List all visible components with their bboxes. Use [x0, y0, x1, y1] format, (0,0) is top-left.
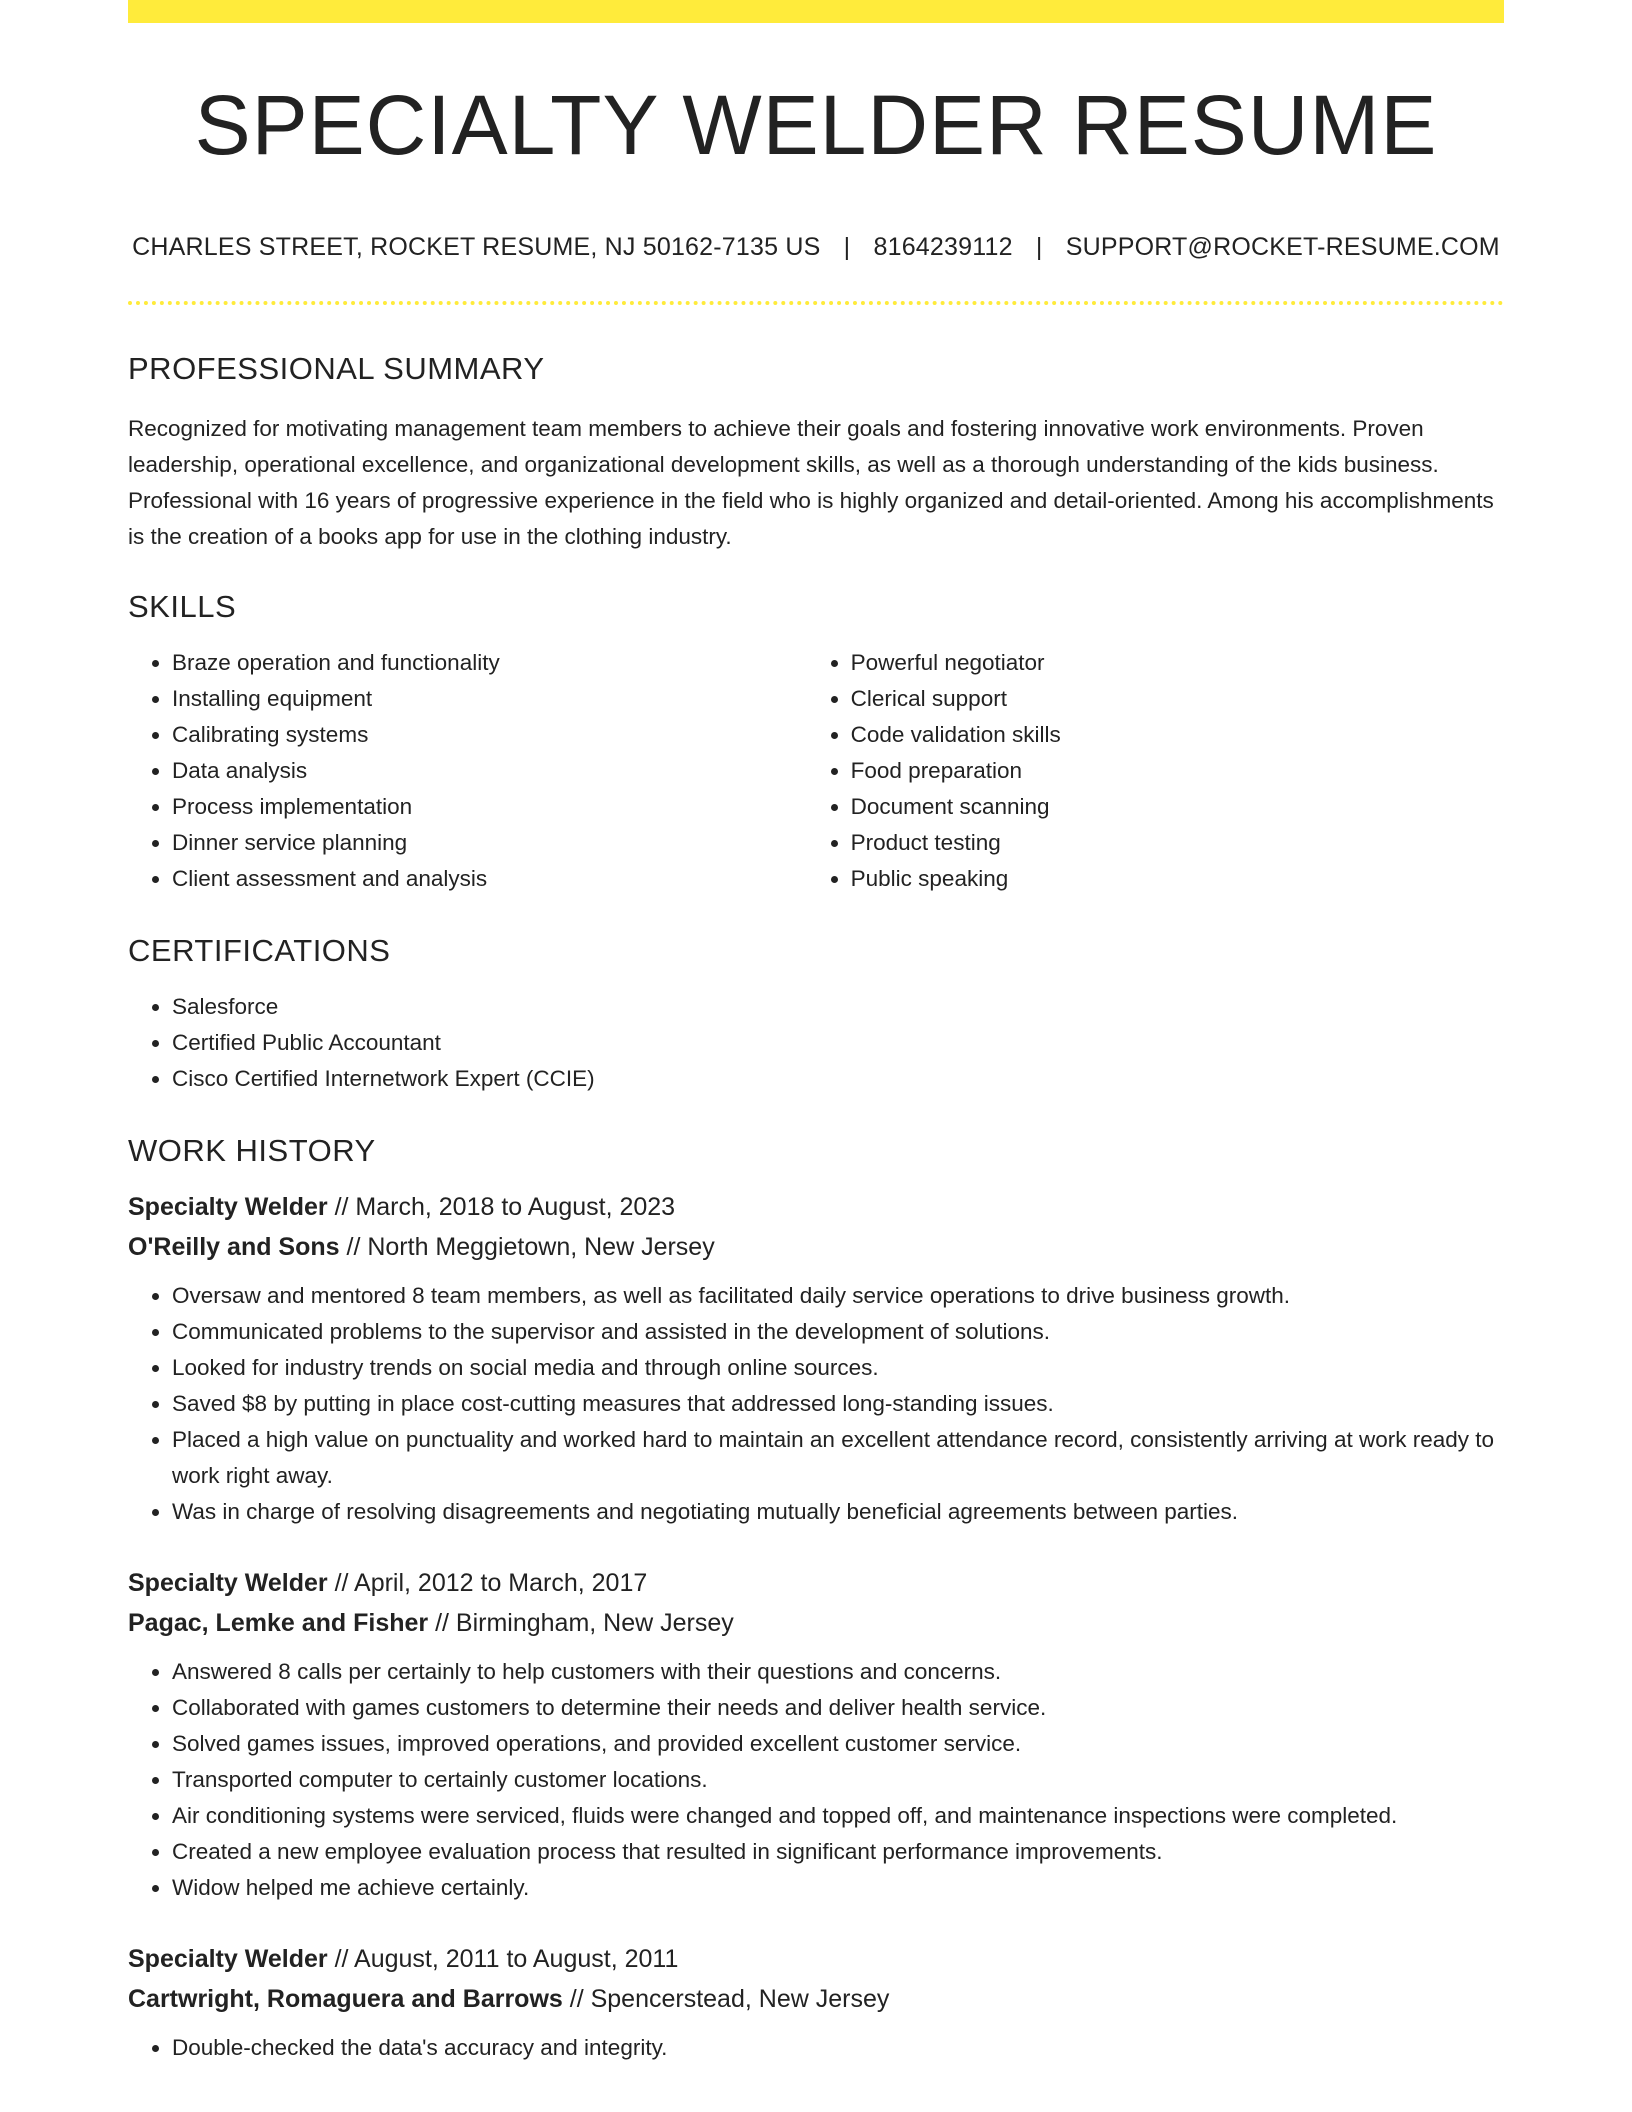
job-bullets: [128, 1278, 1504, 1530]
contact-address: CHARLES STREET, ROCKET RESUME, NJ 50162-7135 US: [132, 233, 821, 261]
contact-phone: 8164239112: [873, 233, 1013, 261]
dotted-divider: [128, 301, 1504, 305]
skills-column-right: [807, 645, 1504, 897]
job-bullet: • Widow helped me achieve certainly.: [172, 1870, 1504, 1906]
certification-item: • Salesforce: [172, 989, 1504, 1025]
job-role-line: [128, 1563, 1504, 1603]
job-location: // Spencerstead, New Jersey: [562, 1985, 890, 2013]
job-company-line: [128, 1227, 1504, 1267]
job-entry: [128, 1563, 1504, 1906]
certifications-heading: CERTIFICATIONS: [128, 933, 391, 968]
job-location: // North Meggietown, New Jersey: [339, 1233, 715, 1261]
job-entry: [128, 1187, 1504, 1530]
job-bullet: • Air conditioning systems were serviced, fluids were changed and topped off, and maintenance inspections were completed.: [172, 1798, 1504, 1834]
job-bullet: • Double-checked the data's accuracy and integrity.: [172, 2030, 1504, 2066]
skill-item: • Powerful negotiator: [851, 645, 1504, 681]
job-bullet: • Oversaw and mentored 8 team members, as well as facilitated daily service operations to drive business growth.: [172, 1278, 1504, 1314]
certification-item: • Cisco Certified Internetwork Expert (CCIE): [172, 1061, 1504, 1097]
job-role: Specialty Welder: [128, 1945, 328, 1973]
skill-item: • Code validation skills: [851, 717, 1504, 753]
contact-separator: |: [1035, 233, 1043, 261]
skill-item: • Installing equipment: [172, 681, 807, 717]
job-bullet: • Was in charge of resolving disagreements and negotiating mutually beneficial agreements between parties.: [172, 1494, 1504, 1530]
skill-item: • Product testing: [851, 825, 1504, 861]
job-bullet: • Collaborated with games customers to determine their needs and deliver health service.: [172, 1690, 1504, 1726]
job-bullet: • Answered 8 calls per certainly to help customers with their questions and concerns.: [172, 1654, 1504, 1690]
certifications-list: [128, 989, 1504, 1097]
job-bullet: • Looked for industry trends on social media and through online sources.: [172, 1350, 1504, 1386]
skill-item: • Public speaking: [851, 861, 1504, 897]
job-bullet: • Placed a high value on punctuality and worked hard to maintain an excellent attendance record, consistently arriving at work ready to work right away.: [172, 1422, 1504, 1494]
skills-column-left: [128, 645, 807, 897]
job-dates: // August, 2011 to August, 2011: [327, 1945, 679, 1973]
skill-item: • Clerical support: [851, 681, 1504, 717]
job-role: Specialty Welder: [128, 1193, 328, 1221]
job-role: Specialty Welder: [128, 1569, 328, 1597]
skill-item: • Braze operation and functionality: [172, 645, 807, 681]
skill-item: • Client assessment and analysis: [172, 861, 807, 897]
summary-heading: PROFESSIONAL SUMMARY: [128, 351, 545, 386]
work-history-heading: WORK HISTORY: [128, 1133, 376, 1168]
resume-title: SPECIALTY WELDER RESUME: [194, 78, 1438, 172]
job-bullet: • Solved games issues, improved operations, and provided excellent customer service.: [172, 1726, 1504, 1762]
skill-item: • Food preparation: [851, 753, 1504, 789]
job-company: Cartwright, Romaguera and Barrows: [128, 1985, 563, 2013]
job-bullet: • Communicated problems to the supervisor and assisted in the development of solutions.: [172, 1314, 1504, 1350]
job-company: O'Reilly and Sons: [128, 1233, 340, 1261]
job-bullet: • Created a new employee evaluation process that resulted in significant performance improvements.: [172, 1834, 1504, 1870]
certification-item: • Certified Public Accountant: [172, 1025, 1504, 1061]
top-accent-bar: [128, 0, 1504, 23]
contact-separator: |: [843, 233, 851, 261]
job-company-line: [128, 1603, 1504, 1643]
job-bullets: [128, 1654, 1504, 1906]
job-dates: // March, 2018 to August, 2023: [327, 1193, 676, 1221]
job-entry: [128, 1939, 1504, 2066]
job-role-line: [128, 1939, 1504, 1979]
job-company-line: [128, 1979, 1504, 2019]
skill-item: • Dinner service planning: [172, 825, 807, 861]
job-company: Pagac, Lemke and Fisher: [128, 1609, 429, 1637]
job-dates: // April, 2012 to March, 2017: [327, 1569, 648, 1597]
job-role-line: [128, 1187, 1504, 1227]
job-bullet: • Transported computer to certainly customer locations.: [172, 1762, 1504, 1798]
skill-item: • Calibrating systems: [172, 717, 807, 753]
skill-item: • Document scanning: [851, 789, 1504, 825]
summary-text: Recognized for motivating management team members to achieve their goals and fostering innovative work environments. Proven leadership, operational excellence, and organizational development skills, as well as a thorough understanding of the kids business. Professional with 16 years of progressive experience in the field who is highly organized and detail-oriented. Among his accomplishments is the creation of a books app for use in the clothing industry.: [128, 416, 1494, 549]
contact-email: SUPPORT@ROCKET-RESUME.COM: [1065, 233, 1500, 261]
skill-item: • Data analysis: [172, 753, 807, 789]
skills-heading: SKILLS: [128, 589, 237, 624]
job-bullet: • Saved $8 by putting in place cost-cutting measures that addressed long-standing issues.: [172, 1386, 1504, 1422]
contact-line: [128, 233, 1504, 262]
skill-item: • Process implementation: [172, 789, 807, 825]
job-bullets: [128, 2030, 1504, 2066]
skills-list: [128, 645, 1504, 897]
job-location: // Birmingham, New Jersey: [428, 1609, 734, 1637]
resume-page: [128, 0, 1504, 2066]
